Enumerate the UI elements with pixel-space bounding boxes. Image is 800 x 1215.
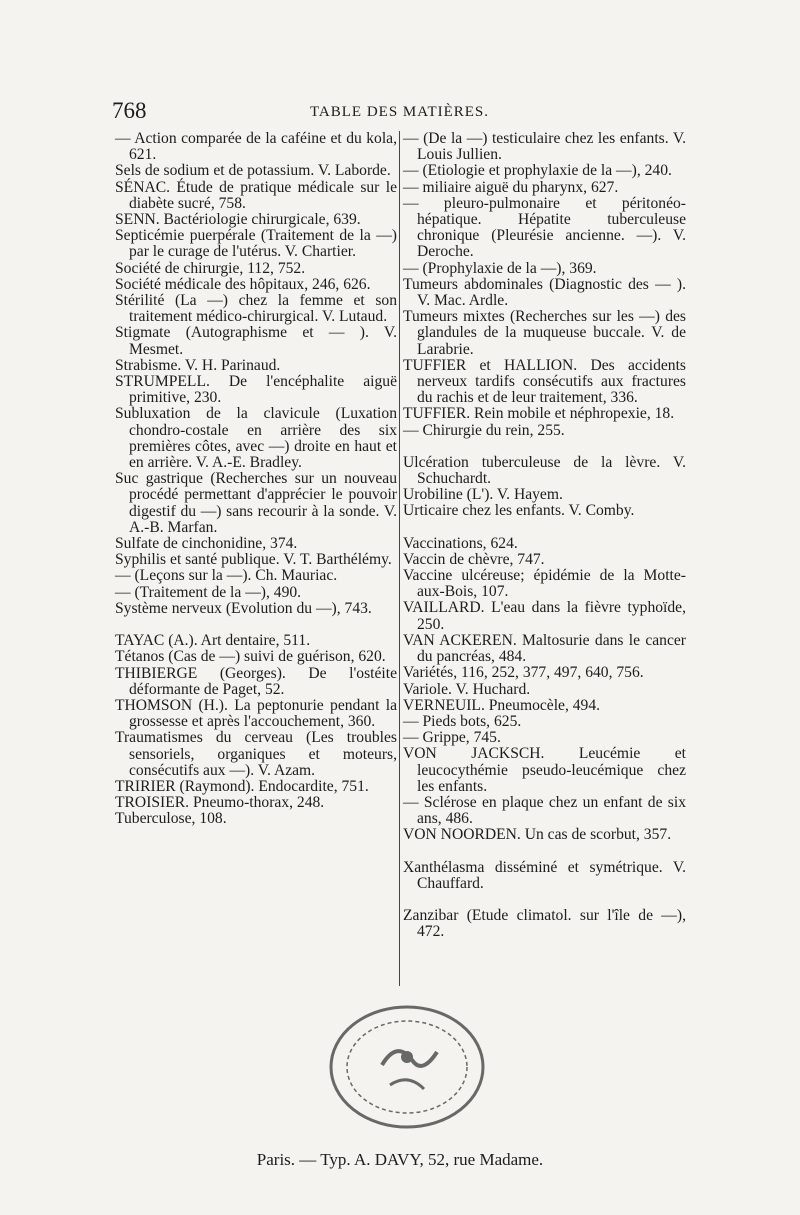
index-entry: — Grippe, 745. [403,729,501,747]
index-entry: Société de chirurgie, 112, 752. [115,259,306,277]
page-number: 768 [112,98,147,123]
index-entry: — Chirurgie du rein, 255. [403,421,565,439]
index-entry: — Sclérose en plaque chez un enfant de six ans, 486. [403,793,686,828]
index-entry: THOMSON (H.). La peptonurie pendant la grossesse et après l'accouchement, 360. [115,696,397,731]
index-entry: TUFFIER. Rein mobile et néphropexie, 18. [403,405,675,423]
printer-imprint: Paris. — Typ. A. DAVY, 52, rue Madame. [256,1150,544,1169]
index-entry: Stigmate (Autographisme et — ). V. Mesmet. [115,324,397,358]
index-entry: Société médicale des hôpitaux, 246, 626. [115,275,371,293]
index-entry: Tuberculose, 108. [115,810,227,828]
index-entry: Tumeurs mixtes (Recherches sur les —) des glandules de la muqueuse buccale. V. de Larabrie. [403,308,686,358]
index-entry: Traumatismes du cerveau (Les troubles sensoriels, organiques et moteurs, consécutifs aux —). V. Azam. [115,729,397,779]
running-title: TABLE DES MATIÈRES. [309,104,490,120]
library-seal-icon [312,995,502,1145]
right-column [403,131,686,940]
left-column [115,131,397,828]
index-entry: THIBIERGE (Georges). De l'ostéite déformante de Paget, 52. [115,664,397,698]
index-entry: — (De la —) testiculaire chez les enfants. V. Louis Jullien. [403,130,686,164]
index-entry: SENN. Bactériologie chirurgicale, 639. [115,211,361,229]
index-entry: TUFFIER et HALLION. Des accidents nerveux tardifs consécutifs aux fractures du rachis et de leur traitement, 336. [403,356,686,407]
index-entry: VAN ACKEREN. Maltosurie dans le cancer du pancréas, 484. [403,631,686,666]
index-entry: Vaccine ulcéreuse; épidémie de la Motte-aux-Bois, 107. [403,567,686,601]
index-entry: Zanzibar (Etude climatol. sur l'île de —), 472. [403,906,686,941]
index-entry: SÉNAC. Étude de pratique médicale sur le diabète sucré, 758. [115,178,397,212]
index-entry: Suc gastrique (Recherches sur un nouveau procédé permettant d'apprécier le pouvoir digestif du —) sans recourir à la sonde. V. A.-B. Marfan. [115,470,397,536]
index-entry: Xanthélasma disséminé et symétrique. V. Chauffard. [403,858,686,892]
index-entry: Variétés, 116, 252, 377, 497, 640, 756. [403,664,644,682]
index-entry: — Action comparée de la caféine et du kola, 621. [115,130,397,164]
index-entry: TRIRIER (Raymond). Endocardite, 751. [115,777,369,795]
index-entry: Syphilis et santé publique. V. T. Barthélémy. [115,551,392,569]
index-entry: STRUMPELL. De l'encéphalite aiguë primitive, 230. [115,373,397,407]
index-entry: Système nerveux (Evolution du —), 743. [115,599,372,617]
index-entry: TAYAC (A.). Art dentaire, 511. [115,632,311,650]
index-entry: Tumeurs abdominales (Diagnostic des — ). V. Mac. Ardle. [403,275,686,310]
index-entry: — (Prophylaxie de la —), 369. [403,259,597,277]
index-entry: — Pieds bots, 625. [403,712,522,730]
index-entry: VON NOORDEN. Un cas de scorbut, 357. [403,826,672,844]
index-entry: — (Leçons sur la —). Ch. Mauriac. [115,567,338,585]
index-entry: Sels de sodium et de potassium. V. Laborde. [115,162,391,180]
index-entry: Vaccinations, 624. [403,534,518,552]
index-entry: Urticaire chez les enfants. V. Comby. [403,502,635,520]
index-entry: Ulcération tuberculeuse de la lèvre. V. Schuchardt. [403,453,686,488]
index-entry: — (Traitement de la —), 490. [115,583,302,601]
index-entry: Variole. V. Huchard. [403,680,531,698]
index-entry: TROISIER. Pneumo-thorax, 248. [115,794,325,812]
index-entry: Stérilité (La —) chez la femme et son traitement médico-chirurgical. V. Lutaud. [115,292,397,326]
page-header [112,98,687,126]
index-entry: VON JACKSCH. Leucémie et leucocythémie pseudo-leucémique chez les enfants. [403,745,686,795]
index-entry: Subluxation de la clavicule (Luxation chondro-costale en arrière des six premières côtes, avec —) droite en haut et en arrière. V. A.-E. Bradley. [115,405,397,472]
index-entry: Vaccin de chèvre, 747. [403,550,545,568]
index-entry: Urobiline (L'). V. Hayem. [403,486,563,504]
index-entry: — pleuro-pulmonaire et péritonéo-hépatique. Hépatite tuberculeuse chronique (Pleurésie ancienne. —). V. Deroche. [403,194,686,261]
index-entry: Septicémie puerpérale (Traitement de la —) par le curage de l'utérus. V. Chartier. [115,227,397,261]
index-entry: VERNEUIL. Pneumocèle, 494. [403,696,601,714]
index-entry: Strabisme. V. H. Parinaud. [115,356,281,374]
index-entry: — miliaire aiguë du pharynx, 627. [403,178,619,196]
index-entry: Sulfate de cinchonidine, 374. [115,535,298,553]
column-divider [399,131,400,986]
index-entry: — (Etiologie et prophylaxie de la —), 240. [403,162,672,180]
index-entry: VAILLARD. L'eau dans la fièvre typhoïde, 250. [403,599,686,633]
index-entry: Tétanos (Cas de —) suivi de guérison, 620. [115,648,386,666]
